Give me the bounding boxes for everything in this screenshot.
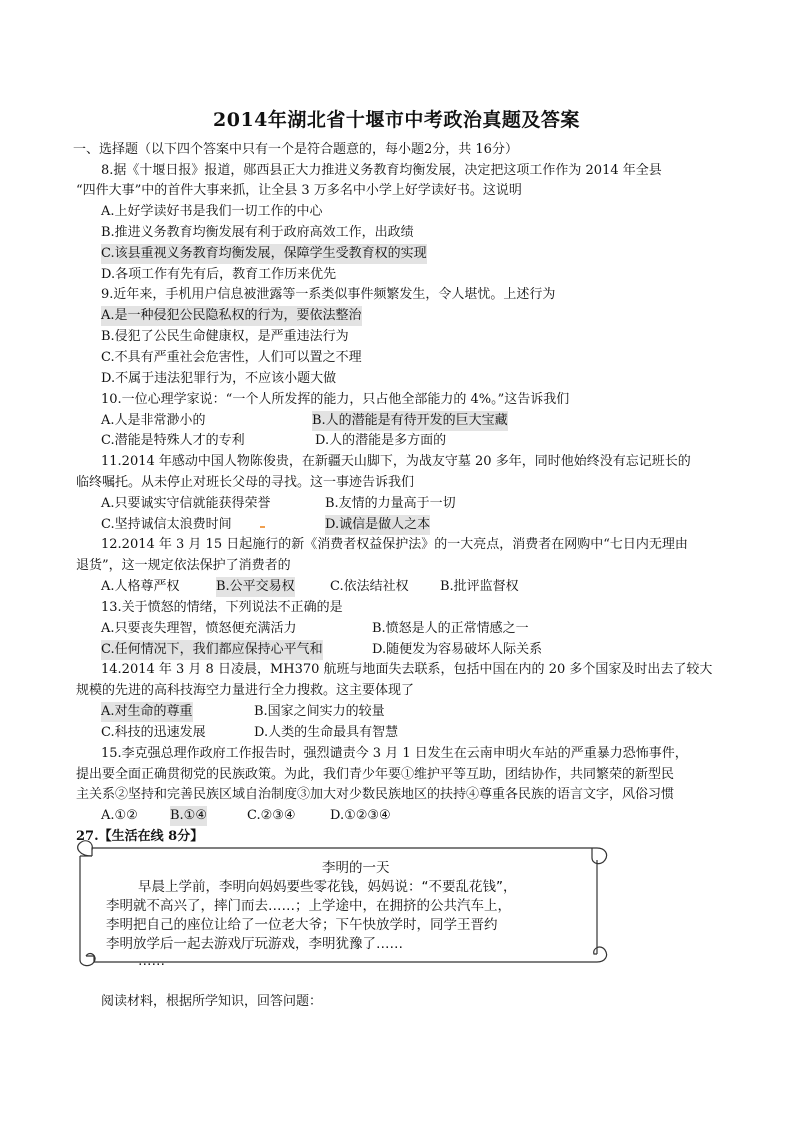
q8-option-a: A.上好学读好书是我们一切工作的中心 xyxy=(101,204,323,219)
q10-option-d: D.人的潜能是多方面的 xyxy=(315,433,447,448)
q9-option-b: B.侵犯了公民生命健康权，是严重违法行为 xyxy=(101,329,349,344)
story-title: 李明的一天 xyxy=(322,860,390,876)
q12-stem-line1: 12.2014 年 3 月 15 日起施行的新《消费者权益保护法》的一大亮点，消费者在网购中“七日内无理由 xyxy=(101,537,688,552)
q14-option-b: B.国家之间实力的较量 xyxy=(254,704,385,719)
q15-stem-line3: 主关系②坚持和完善民族区域自治制度③加大对少数民族地区的扶持④尊重各民族的语言文字，风俗习惯 xyxy=(76,787,675,802)
q13-option-a: A.只要丧失理智，愤怒便充满活力 xyxy=(101,621,297,636)
q8-option-c: C.该县重视义务教育均衡发展，保障学生受教育权的实现 xyxy=(101,244,427,264)
q15-option-b: B.①④ xyxy=(170,806,207,826)
stray-mark xyxy=(260,526,265,528)
q27-prompt: 阅读材料，根据所学知识，回答问题： xyxy=(101,994,323,1009)
q12-option-b: B.公平交易权 xyxy=(216,577,295,597)
q27-heading: 27.【生活在线 8分】 xyxy=(76,829,204,844)
q13-stem: 13.关于愤怒的情绪，下列说法不正确的是 xyxy=(101,600,343,615)
q15-option-a: A.①② xyxy=(101,808,138,823)
q8-stem-line1: 8.据《十堰日报》报道，郧西县正大力推进义务教育均衡发展，决定把这项工作作为 2014 年全县 xyxy=(101,163,662,178)
q15-stem-line2: 提出要全面正确贯彻党的民族政策。为此，我们青少年要①维护平等互助，团结协作，共同繁荣的新型民 xyxy=(76,767,675,782)
q10-option-a: A.人是非常渺小的 xyxy=(101,413,206,428)
q8-stem-line2: “四件大事”中的首件大事来抓，让全县 3 万多名中小学上好学读好书。这说明 xyxy=(76,183,522,198)
q11-stem-line1: 11.2014 年感动中国人物陈俊贵，在新疆天山脚下，为战友守墓 20 多年，同时他始终没有忘记班长的 xyxy=(101,454,691,469)
q14-option-c: C.科技的迅速发展 xyxy=(101,725,206,740)
q11-option-c: C.坚持诚信太浪费时间 xyxy=(101,517,232,532)
q9-stem: 9.近年来，手机用户信息被泄露等一系类似事件频繁发生，令人堪忧。上述行为 xyxy=(101,287,556,302)
q14-stem-line1: 14.2014 年 3 月 8 日凌晨，MH370 航班与地面失去联系，包括中国在内的 20 多个国家及时出去了较大 xyxy=(101,662,713,677)
story-line3: 李明把自己的座位让给了一位老大爷；下午快放学时，同学王晋约 xyxy=(106,917,498,933)
q13-option-b: B.愤怒是人的正常情感之一 xyxy=(372,621,529,636)
q14-option-a: A.对生命的尊重 xyxy=(101,702,193,722)
q8-option-d: D.各项工作有先有后，教育工作历来优先 xyxy=(101,267,337,282)
q12-option-a: A.人格尊严权 xyxy=(101,579,180,594)
q13-option-d: D.随便发为容易破坏人际关系 xyxy=(372,642,543,657)
q11-option-d: D.诚信是做人之本 xyxy=(325,515,430,535)
story-line4: 李明放学后一起去游戏厅玩游戏，李明犹豫了…… xyxy=(106,936,403,952)
q15-option-c: C.②③④ xyxy=(247,808,296,823)
q11-stem-line2: 临终嘱托。从未停止对班长父母的寻找。这一事迹告诉我们 xyxy=(76,475,415,490)
story-line1: 早晨上学前，李明向妈妈要些零花钱，妈妈说：“不要乱花钱”， xyxy=(138,879,517,895)
q14-stem-line2: 规模的先进的高科技海空力量进行全力搜救。这主要体现了 xyxy=(76,683,415,698)
q12-stem-line2: 退货”，这一规定依法保护了消费者的 xyxy=(76,558,291,573)
q12-option-d: B.批评监督权 xyxy=(440,579,519,594)
q11-option-b: B.友情的力量高于一切 xyxy=(325,496,456,511)
q9-option-a: A.是一种侵犯公民隐私权的行为，要依法整治 xyxy=(101,306,362,326)
q12-option-c: C.依法结社权 xyxy=(330,579,409,594)
q10-option-c: C.潜能是特殊人才的专利 xyxy=(101,433,245,448)
story-line2: 李明就不高兴了，摔门而去……；上学途中，在拥挤的公共汽车上， xyxy=(106,898,511,914)
q9-option-c: C.不具有严重社会危害性，人们可以置之不理 xyxy=(101,350,362,365)
section-heading: 一、选择题（以下四个答案中只有一个是符合题意的，每小题2分，共 16分） xyxy=(73,142,518,157)
q15-stem-line1: 15.李克强总理作政府工作报告时，强烈谴责今 3 月 1 日发生在云南申明火车站的严重暴力恐怖事件， xyxy=(101,746,688,761)
story-line5: …… xyxy=(138,953,165,969)
q10-stem: 10.一位心理学家说：“一个人所发挥的能力，只占他全部能力的 4%。”这告诉我们 xyxy=(101,392,570,407)
q11-option-a: A.只要诚实守信就能获得荣誉 xyxy=(101,496,271,511)
q15-option-d: D.①②③④ xyxy=(330,808,391,823)
document-title: 2014年湖北省十堰市中考政治真题及答案 xyxy=(213,109,580,131)
q9-option-d: D.不属于违法犯罪行为，不应该小题大做 xyxy=(101,371,337,386)
q14-option-d: D.人类的生命最具有智慧 xyxy=(254,725,399,740)
q13-option-c: C.任何情况下，我们都应保持心平气和 xyxy=(101,640,323,660)
q8-option-b: B.推进义务教育均衡发展有利于政府高效工作，出政绩 xyxy=(101,225,414,240)
q10-option-b: B.人的潜能是有待开发的巨大宝藏 xyxy=(312,411,508,431)
